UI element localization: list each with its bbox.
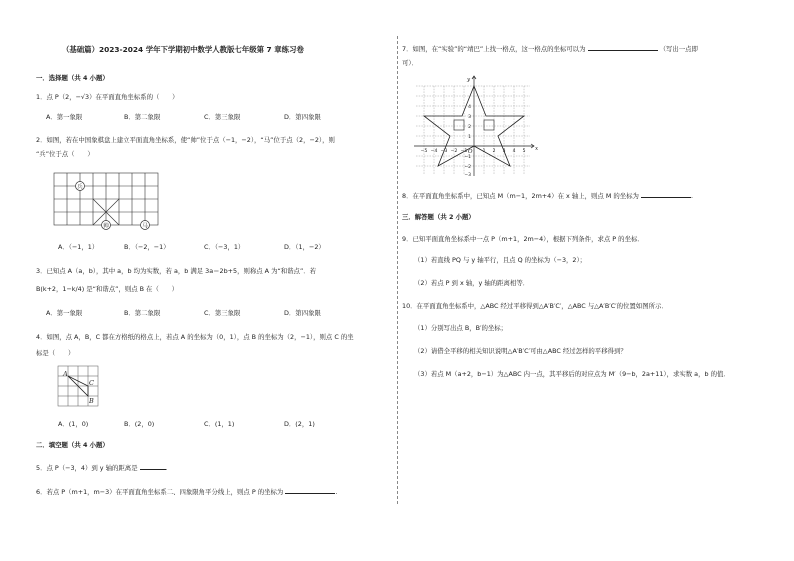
y-tick-label: −1 — [464, 155, 471, 160]
q3-option-c[interactable]: C．第三象限 — [204, 309, 241, 317]
x-tick-label: −5 — [420, 149, 428, 154]
q1-option-d[interactable]: D．第四象限 — [284, 113, 321, 121]
y-tick-label: 2 — [468, 125, 471, 130]
question-7-line-1: 7．如图，在“实验”的“靖巴”上找一格点，这一格点的坐标可以为 （写出一点即 — [402, 45, 698, 53]
page-title: （基础篇）2023-2024 学年下学期初中数学人教版七年级第 7 章练习卷 — [62, 45, 304, 54]
section-answer-title: 三．解答题（共 2 小题） — [402, 213, 475, 221]
question-7-line-2: 可）． — [402, 59, 418, 67]
section-fill-title: 二．填空题（共 4 小题） — [36, 441, 109, 449]
chess-board-figure — [54, 173, 162, 229]
y-axis-label: y — [467, 77, 471, 83]
question-6: 6．若点 P（m+1，m−3）在平面直角坐标系二、四象限角平分线上，则点 P 的坐标为 . — [36, 488, 338, 496]
q4-option-d[interactable]: D．(2，1) — [284, 420, 315, 428]
y-tick-label: 1 — [468, 135, 471, 140]
q4-option-b[interactable]: B．(2，0) — [124, 420, 155, 428]
point-a-label: A — [63, 370, 68, 378]
q1-option-c[interactable]: C．第三象限 — [204, 113, 241, 121]
q3-option-d[interactable]: D．第四象限 — [284, 309, 321, 317]
chess-piece-bing — [76, 182, 85, 191]
q2-option-a[interactable]: A．（−1，1） — [58, 243, 99, 251]
q6-answer-blank[interactable] — [285, 487, 335, 494]
q1-option-a[interactable]: A．第一象限 — [46, 113, 83, 121]
q3-option-a[interactable]: A．第一象限 — [46, 309, 83, 317]
question-10: 10．在平面直角坐标系中，△ABC 经过平移得到△A′B′C′，△ABC 与△A′B′C′的位置如图所示． — [402, 302, 668, 310]
q4-option-a[interactable]: A．(1，0) — [58, 420, 89, 428]
q5-answer-blank[interactable] — [140, 463, 166, 470]
y-tick-label: −2 — [464, 165, 471, 170]
x-tick-label: −3 — [440, 149, 448, 154]
x-axis-label: x — [535, 146, 539, 152]
x-tick-label: 3 — [502, 149, 506, 154]
x-tick-label: 1 — [482, 149, 486, 154]
question-4-line-1: 4．如图，点 A，B，C 都在方格纸的格点上，若点 A 的坐标为（0，1），点 B 的坐标为（2，−1），则点 C 的坐 — [36, 333, 354, 341]
chess-piece-ma — [141, 221, 150, 230]
question-1: 1．点 P（2，−√3）在平面直角坐标系的（ ） — [36, 93, 179, 101]
y-tick-label: 4 — [468, 105, 471, 110]
q2-option-c[interactable]: C．（−3，1） — [204, 243, 245, 251]
x-tick-label: −1 — [460, 149, 468, 154]
x-tick-label: 2 — [492, 149, 496, 154]
q2-option-d[interactable]: D．（1，−2） — [284, 243, 325, 251]
question-4-line-2: 标是（ ） — [36, 349, 75, 357]
svg-text:帅: 帅 — [103, 223, 109, 230]
q1-option-b[interactable]: B．第二象限 — [124, 113, 161, 121]
q8-answer-blank[interactable] — [641, 191, 691, 198]
star-coordinate-figure — [414, 72, 546, 182]
question-3-line-1: 3．已知点 A（a，b），其中 a，b 均为实数，若 a，b 满足 3a＝2b+5，则称点 A 为“和谐点”．若 — [36, 267, 317, 275]
column-divider — [397, 36, 398, 504]
q2-option-b[interactable]: B．（−2，−1） — [124, 243, 170, 251]
question-3-line-2: B(k+2，1−k/4) 是“和谐点”，则点 B 在（ ） — [36, 285, 179, 293]
x-tick-label: −4 — [430, 149, 438, 154]
q3-option-b[interactable]: B．第二象限 — [124, 309, 161, 317]
q4-option-c[interactable]: C．(1，1) — [204, 420, 235, 428]
question-10-part-1: （1）分别写出点 B，B′的坐标； — [414, 324, 508, 332]
x-tick-label: −2 — [450, 149, 458, 154]
y-tick-label: 3 — [468, 115, 471, 120]
question-2-line-2: “兵”位于点（ ） — [36, 150, 94, 158]
question-5: 5．点 P（−3，4）到 y 轴的距离是 . — [36, 464, 168, 472]
x-tick-label: 5 — [522, 149, 526, 154]
x-tick-label: 4 — [512, 149, 516, 154]
question-9-part-2: （2）若点 P 到 x 轴，y 轴的距离相等． — [414, 279, 530, 287]
point-c-label: C — [89, 379, 94, 387]
question-10-part-2: （2）请借全平移的相关知识说明△A′B′C′可由△ABC 经过怎样的平移得到？ — [414, 347, 627, 355]
svg-text:兵: 兵 — [77, 184, 83, 191]
y-tick-label: −3 — [464, 173, 471, 178]
point-b-label: B — [89, 397, 94, 405]
question-8: 8．在平面直角坐标系中，已知点 M（m−1，2m+4）在 x 轴上，则点 M 的坐标为 . — [402, 192, 694, 200]
question-9-part-1: （1）若直线 PQ 与 y 轴平行，且点 Q 的坐标为（−3，2）； — [414, 256, 587, 264]
grid-figure — [58, 366, 102, 410]
question-10-part-3: （3）若点 M（a+2，b−1）为△ABC 内一点，其平移后的对应点为 M′（9−b，2a+11），求实数 a，b 的值． — [414, 370, 730, 378]
q7-answer-blank[interactable] — [588, 44, 658, 51]
section-choice-title: 一．选择题（共 4 小题） — [36, 74, 109, 82]
origin-label: O — [468, 149, 473, 155]
chess-piece-shuai — [102, 221, 111, 230]
svg-text:马: 马 — [142, 223, 148, 230]
question-2-line-1: 2．如图，若在中国象棋盘上建立平面直角坐标系，使“帅”位于点（−1，−2），“马”位于点（2，−2），则 — [36, 136, 335, 144]
question-9: 9．已知平面直角坐标系中一点 P（m+1，2m−4），根据下列条件，求点 P 的坐标． — [402, 235, 644, 243]
